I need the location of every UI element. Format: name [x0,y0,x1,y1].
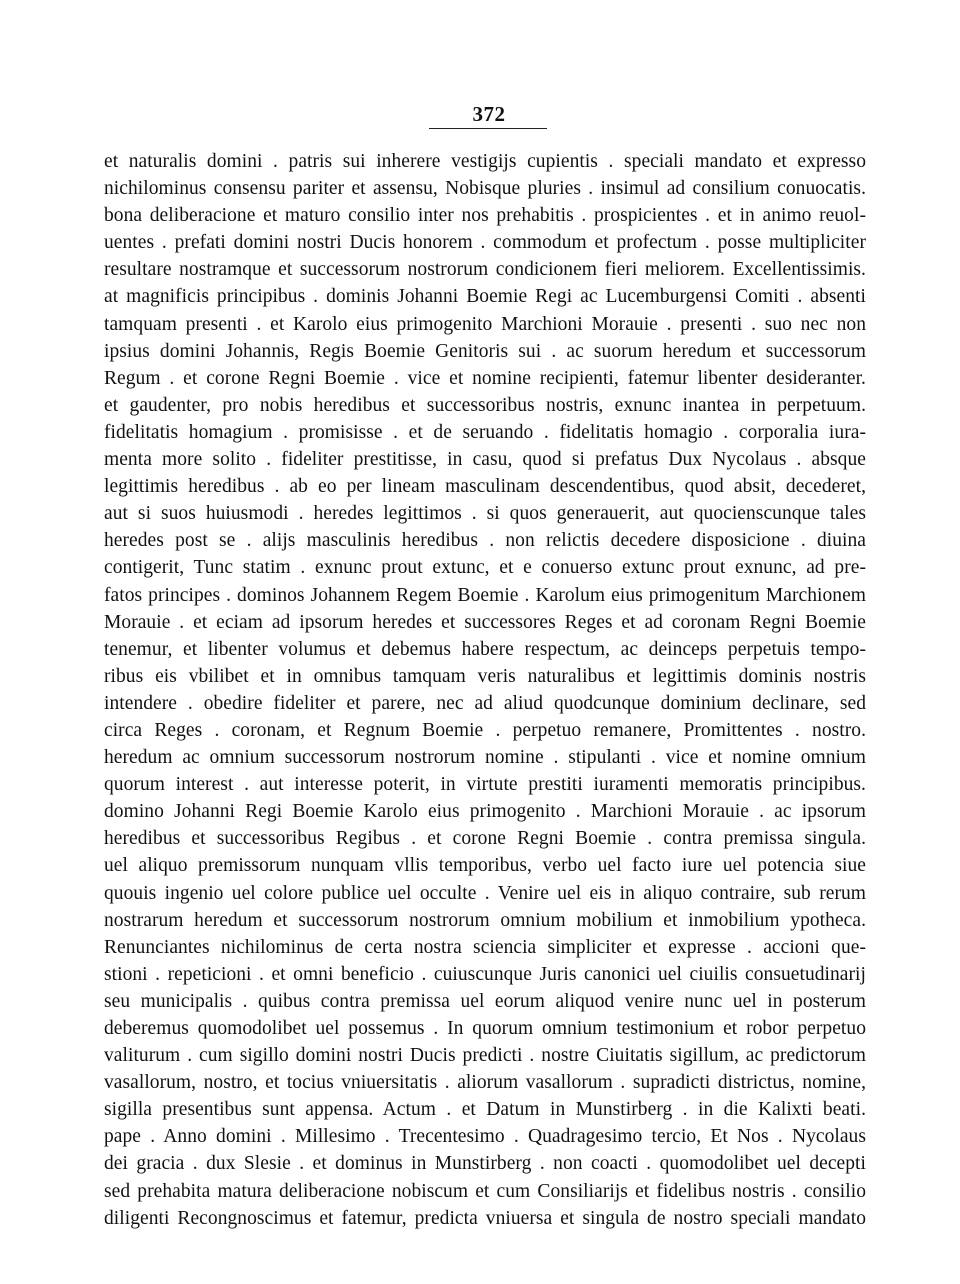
text-line: nichilominus consensu pariter et assensu, Nobisque pluries . insimul ad consilium conuocatis. [104,178,866,200]
body-text [104,148,866,1232]
text-line: fidelitatis homagium . promisisse . et de seruando . fidelitatis homagio . corporalia iura- [104,421,866,443]
text-line: valiturum . cum sigillo domini nostri Ducis predicti . nostre Ciuitatis sigillum, ac predictorum [104,1045,866,1067]
text-line: heredibus et successoribus Regibus . et corone Regni Boemie . contra premissa singula. [104,828,866,850]
text-line: quorum interest . aut interesse poterit, in virtute prestiti iuramenti memoratis principibus. [104,774,866,796]
text-line: uentes . prefati domini nostri Ducis honorem . commodum et profectum . posse multipliciter [104,232,866,254]
text-line: sigilla presentibus sunt appensa. Actum . et Datum in Munstirberg . in die Kalixti beati. [104,1099,866,1121]
text-line: fatos principes . dominos Johannem Regem Boemie . Karolum eius primogenitum Marchionem [104,584,866,606]
text-line: menta more solito . fideliter prestitisse, in casu, quod si prefatus Dux Nycolaus . absque [104,449,866,471]
text-line: diligenti Recongnoscimus et fatemur, predicta vniuersa et singula de nostro speciali mandato [104,1207,866,1229]
text-line: Morauie . et eciam ad ipsorum heredes et successores Reges et ad coronam Regni Boemie [104,611,866,633]
text-line: deberemus quomodolibet uel possemus . In quorum omnium testimonium et robor perpetuo [104,1018,866,1039]
text-line: circa Reges . coronam, et Regnum Boemie . perpetuo remanere, Promittentes . nostro. [104,719,866,741]
text-line: intendere . obedire fideliter et parere, nec ad aliud quodcunque dominium declinare, sed [104,692,866,714]
text-line: uel aliquo premissorum nunquam vllis temporibus, verbo uel facto iure uel potencia siue [104,855,866,877]
text-line: at magnificis principibus . dominis Johanni Boemie Regi ac Lucemburgensi Comiti . absenti [104,286,866,308]
text-line: tenemur, et libenter volumus et debemus habere respectum, ac deinceps perpetuis tempo- [104,638,866,660]
text-line: ipsius domini Johannis, Regis Boemie Genitoris sui . ac suorum heredum et successorum [104,340,866,362]
text-line: ribus eis vbilibet et in omnibus tamquam veris naturalibus et legittimis dominis nostris [104,665,866,687]
text-line: vasallorum, nostro, et tocius vniuersitatis . aliorum vasallorum . supradicti districtus, nomine, [104,1072,866,1094]
text-line: aut si suos huiusmodi . heredes legittimos . si quos generauerit, aut quocienscunque tales [104,503,866,525]
text-line: heredum ac omnium successorum nostrorum nomine . stipulanti . vice et nomine omnium [104,747,866,769]
text-line: stioni . repeticioni . et omni beneficio . cuiuscunque Juris canonici uel ciuilis consuetudinarij [104,963,866,985]
text-line: Regum . et corone Regni Boemie . vice et nomine recipienti, fatemur libenter desideranter. [104,367,866,389]
text-line: resultare nostramque et successorum nostrorum condicionem fieri meliorem. Excellentissimis. [104,259,866,281]
text-line: tamquam presenti . et Karolo eius primogenito Marchioni Morauie . presenti . suo nec non [104,313,866,335]
text-line: legittimis heredibus . ab eo per lineam masculinam descendentibus, quod absit, decederet, [104,476,866,498]
text-line: contigerit, Tunc statim . exnunc prout extunc, et e conuerso extunc prout exnunc, ad pre- [104,557,866,579]
text-line: bona deliberacione et maturo consilio inter nos prehabitis . prospicientes . et in animo reuol- [104,205,866,227]
text-line: domino Johanni Regi Boemie Karolo eius primogenito . Marchioni Morauie . ac ipsorum [104,801,866,823]
header-rule [429,128,547,129]
text-line: seu municipalis . quibus contra premissa uel eorum aliquod venire nunc uel in posterum [104,990,866,1012]
text-line: et gaudenter, pro nobis heredibus et successoribus nostris, exnunc inantea in perpetuum. [104,394,866,416]
text-line: sed prehabita matura deliberacione nobiscum et cum Consiliarijs et fidelibus nostris . consilio [104,1180,866,1202]
text-line: dei gracia . dux Slesie . et dominus in Munstirberg . non coacti . quomodolibet uel decepti [104,1153,866,1175]
text-line: quouis ingenio uel colore publice uel occulte . Venire uel eis in aliquo contraire, sub rerum [104,882,866,904]
text-line: heredes post se . alijs masculinis heredibus . non relictis decedere disposicione . diuina [104,530,866,552]
page-number: 372 [472,102,506,126]
text-line: pape . Anno domini . Millesimo . Trecentesimo . Quadragesimo tercio, Et Nos . Nycolaus [104,1126,866,1148]
text-line: Renunciantes nichilominus de certa nostra sciencia simpliciter et expresse . accioni que- [104,936,866,958]
text-line: nostrarum heredum et successorum nostrorum omnium mobilium et inmobilium ypotheca. [104,909,866,931]
text-line: et naturalis domini . patris sui inherere vestigijs cupientis . speciali mandato et expresso [104,151,866,172]
